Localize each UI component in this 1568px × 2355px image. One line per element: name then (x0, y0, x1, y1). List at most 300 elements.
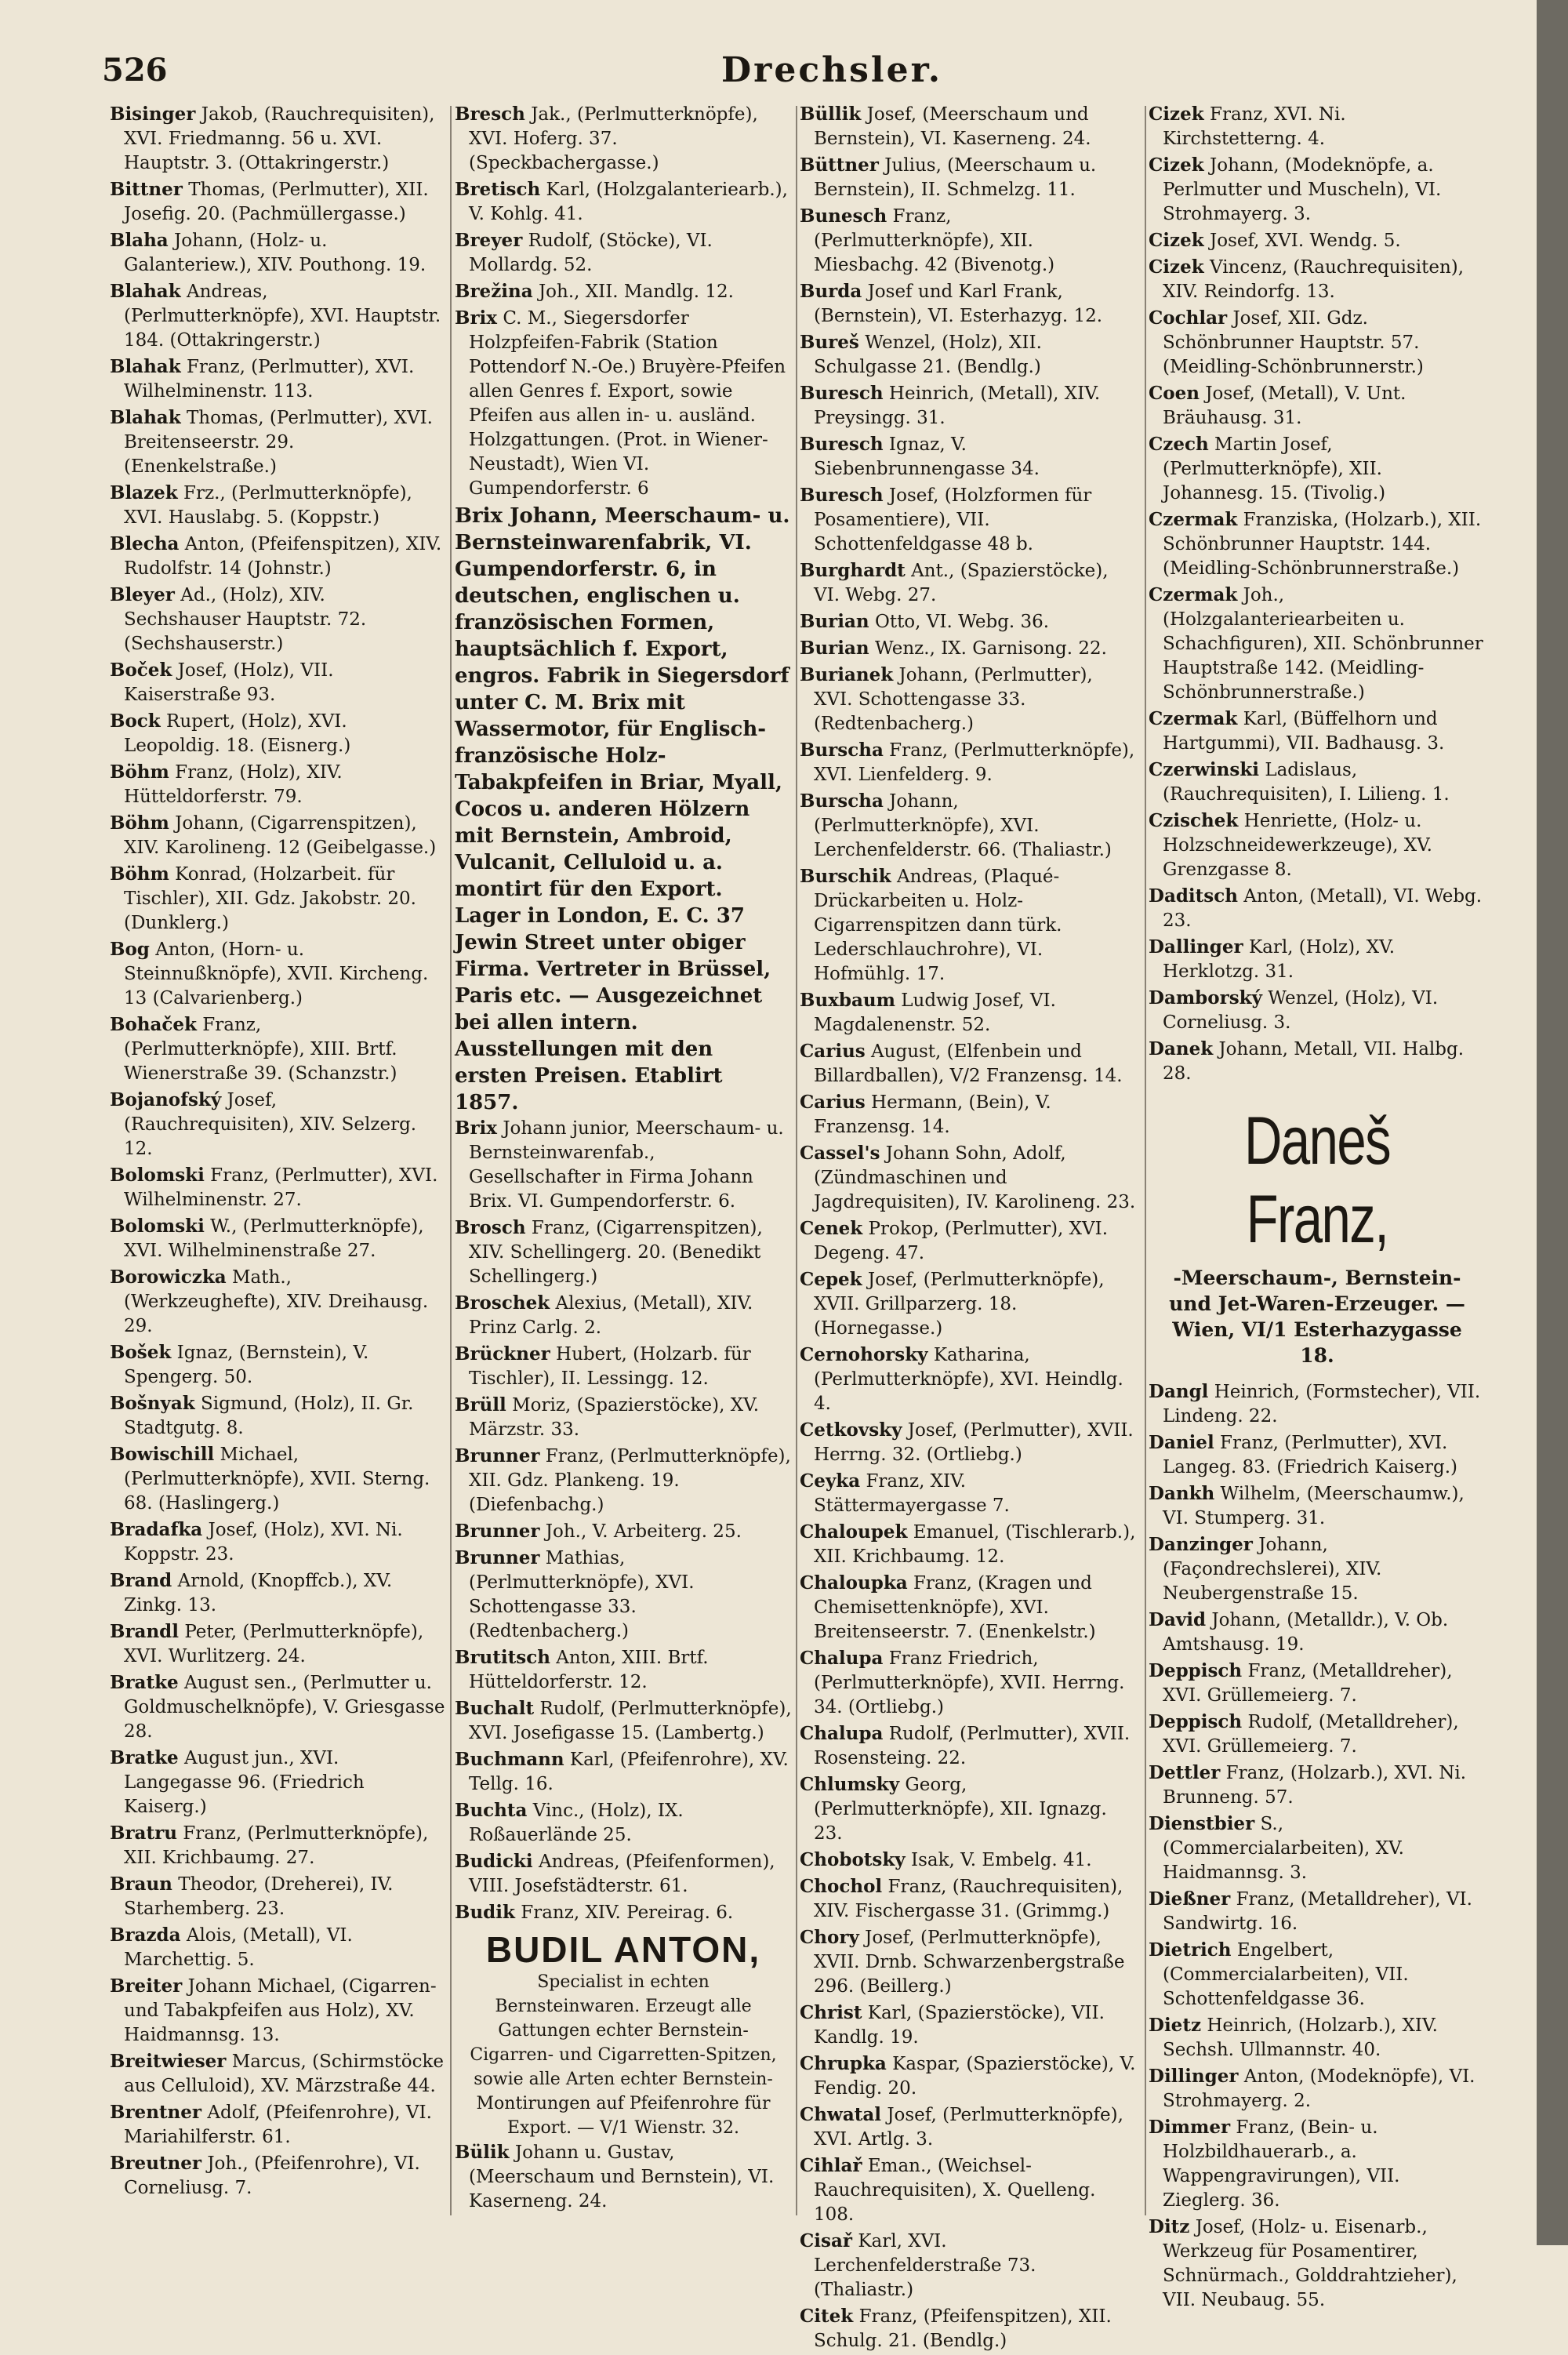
entry-details: Vinc., (Holz), IX. Roßauerlände 25. (469, 1801, 684, 1845)
entry-details: Anton, (Horn- u. Steinnußknöpfe), XVII. Kircheng. 13 (Calvarienberg.) (124, 939, 429, 1009)
directory-entry (110, 1517, 447, 1567)
directory-entry (1149, 1938, 1486, 2012)
entry-details: Frz., (Perlmutterknöpfe), XVI. Hauslabg. 5. (Koppstr.) (124, 483, 412, 528)
entry-name: Burscha (800, 740, 884, 761)
entry-details: Franz, (Metalldreher), XVI. Grüllemeierg. 7. (1163, 1661, 1453, 1706)
directory-entry (800, 636, 1137, 661)
entry-name: Brunner (455, 1445, 540, 1466)
directory-entry (110, 228, 447, 278)
directory-entry (455, 1798, 792, 1848)
directory-entry (110, 102, 447, 176)
entry-name: David (1149, 1609, 1207, 1630)
directory-entry (110, 405, 447, 479)
directory-entry (800, 330, 1137, 380)
directory-entry (110, 1821, 447, 1870)
directory-entry (1149, 2064, 1486, 2113)
entry-name: Burianek (800, 664, 894, 685)
entry-details: Hermann, (Bein), V. Franzensg. 14. (814, 1092, 1051, 1137)
entry-name: Cernohorsky (800, 1344, 928, 1365)
entry-details: Wenzel, (Holz), XII. Schulgasse 21. (Bendlg.) (814, 333, 1042, 377)
entry-name: Breiter (110, 1975, 183, 1997)
entry-name: Blahak (110, 281, 181, 302)
directory-entry (800, 204, 1137, 278)
entry-name: Bretisch (455, 179, 541, 200)
entry-details: Franz, (Perlmutter), XVI. Langeg. 83. (Friedrich Kaiserg.) (1163, 1433, 1458, 1477)
directory-entry (110, 1923, 447, 1972)
entry-name: Buresch (800, 485, 884, 506)
entry-name: Dettler (1149, 1762, 1221, 1783)
directory-entry (110, 937, 447, 1011)
entry-name: Czermak (1149, 584, 1238, 605)
entry-details: Andreas, (Plaqué-Drückarbeiten u. Holz-Cigarrenspitzen dann türk. Lederschlauchrohre), VI. Hofmühlg. 17. (814, 867, 1062, 984)
directory-entry (455, 1342, 792, 1391)
entry-name: Bolomski (110, 1216, 205, 1237)
entry-details: Joh., (Holzgalanteriearbeiten u. Schachfiguren), XII. Schönbrunner Hauptstraße 142. (Meidling-Schönbrunnerstraße.) (1163, 585, 1483, 703)
directory-entry (455, 1747, 792, 1797)
entry-name: Bureš (800, 332, 859, 353)
entry-details: Julius, (Meerschaum u. Bernstein), II. Schmelzg. 11. (814, 155, 1097, 200)
entry-name: Chobotsky (800, 1849, 906, 1870)
budil-ad-title: BUDIL ANTON, (485, 1929, 761, 1970)
directory-entry (455, 102, 792, 176)
entry-details: Eman., (Weichsel-Rauchrequisiten), X. Quelleng. 108. (814, 2156, 1096, 2225)
entry-name: Buxbaum (800, 990, 895, 1011)
entry-details: Henriette, (Holz- u. Holzschneidewerkzeuge), XV. Grenzgasse 8. (1163, 811, 1432, 880)
entry-name: Dangl (1149, 1381, 1209, 1402)
entry-details: Franz, (Kragen und Chemisettenknöpfe), XVI. Breitenseerstr. 7. (Enenkelstr.) (814, 1573, 1096, 1642)
directory-entry (110, 532, 447, 581)
directory-entry (110, 1265, 447, 1339)
entry-details: Rudolf, (Perlmutterknöpfe), XVI. Josefigasse 15. (Lambertg.) (469, 1699, 792, 1743)
entry-details: Johann, (Perlmutterknöpfe), XVI. Lerchenfelderstr. 66. (Thaliastr.) (814, 791, 1112, 860)
running-head: Drechsler. (721, 50, 943, 90)
directory-entry (455, 1291, 792, 1340)
directory-entry (110, 481, 447, 530)
directory-entry (455, 1116, 792, 1214)
entry-name: Czermak (1149, 708, 1238, 729)
entry-details: Josef, (Meerschaum und Bernstein), VI. Kaserneng. 24. (814, 104, 1091, 149)
entry-name: Dienstbier (1149, 1813, 1255, 1834)
danes-ad-title: Daneš Franz, (1243, 1103, 1391, 1257)
entry-name: Budik (455, 1902, 515, 1923)
entry-name: Dietz (1149, 2015, 1202, 2036)
directory-entry (800, 988, 1137, 1038)
entry-details: Johann, (Façondrechslerei), XIV. Neubergenstraße 15. (1163, 1535, 1382, 1604)
entry-name: Cassel's (800, 1143, 880, 1164)
entry-details: Ladislaus, (Rauchrequisiten), I. Lilieng. 1. (1163, 760, 1450, 805)
entry-details: Heinrich, (Holzarb.), XIV. Sechsh. Ullmannstr. 40. (1163, 2015, 1438, 2060)
directory-entry (1149, 1379, 1486, 1429)
directory-entry (1149, 809, 1486, 882)
directory-entry (110, 279, 447, 353)
entry-name: Chrupka (800, 2053, 887, 2074)
directory-entry (110, 1619, 447, 1669)
entry-name: Cizek (1149, 154, 1204, 176)
entry-name: Bowischill (110, 1444, 215, 1465)
entry-name: Buresch (800, 383, 884, 404)
entry-name: Ditz (1149, 2216, 1190, 2237)
entry-name: Bohaček (110, 1014, 197, 1035)
directory-entry (110, 1214, 447, 1263)
entry-name: Bunesch (800, 205, 887, 227)
entry-name: Bisinger (110, 104, 196, 125)
entry-name: Büllik (800, 104, 862, 125)
entry-name: Dimmer (1149, 2117, 1231, 2138)
directory-entry (110, 760, 447, 809)
directory-entry (800, 483, 1137, 557)
entry-name: Dietrich (1149, 1939, 1232, 1961)
entry-name: Cizek (1149, 256, 1204, 278)
entry-name: Cepek (800, 1269, 862, 1290)
entry-name: Citek (800, 2306, 854, 2327)
entry-details: Johann u. Gustav, (Meerschaum und Bernstein), VI. Kaserneng. 24. (469, 2142, 775, 2211)
entry-details: Franz, (Perlmutterknöpfe), XII. Miesbachg. 42 (Bivenotg.) (814, 206, 1055, 275)
entry-name: Chaloupek (800, 1521, 908, 1543)
entry-name: Blahak (110, 356, 181, 377)
entry-details: Ludwig Josef, VI. Magdalenenstr. 52. (814, 990, 1056, 1035)
directory-entry (110, 1872, 447, 1921)
directory-entry (800, 609, 1137, 634)
entry-details: Johann, (Holz- u. Galanteriew.), XIV. Pouthong. 19. (124, 231, 426, 275)
entry-details: Theodor, (Dreherei), IV. Starhemberg. 23. (124, 1874, 394, 1919)
directory-entry (800, 1646, 1137, 1720)
entry-details: Franz, (Perlmutterknöpfe), XVI. Lienfelderg. 9. (814, 740, 1135, 785)
entry-details: Franz, (Perlmutter), XVI. Wilhelminenstr. 113. (124, 357, 415, 402)
entry-name: Breyer (455, 230, 523, 251)
entry-details: Joh., XII. Mandlg. 12. (538, 282, 734, 302)
entry-details: Johann, (Metalldr.), V. Ob. Amtshausg. 19. (1163, 1610, 1449, 1655)
directory-entry (1149, 306, 1486, 380)
entry-name: Blazek (110, 482, 178, 503)
directory-entry (455, 1900, 792, 1925)
entry-name: Cizek (1149, 104, 1204, 125)
entry-name: Cisař (800, 2230, 853, 2251)
directory-entry (1149, 1812, 1486, 1885)
entry-name: Chlumsky (800, 1774, 900, 1795)
entry-name: Burscha (800, 790, 884, 812)
entry-name: Carius (800, 1041, 866, 1062)
entry-details: Georg, (Perlmutterknöpfe), XII. Ignazg. 23. (814, 1775, 1107, 1844)
entry-name: Breitwieser (110, 2051, 227, 2072)
directory-entry (1149, 884, 1486, 933)
directory-entry (455, 1216, 792, 1289)
entry-name: Böhm (110, 863, 169, 885)
directory-entry (800, 1520, 1137, 1569)
directory-entry (800, 663, 1137, 736)
directory-entry (800, 2229, 1137, 2302)
entry-name: Bolomski (110, 1165, 205, 1186)
entry-name: Braun (110, 1873, 172, 1895)
entry-name: Cihlař (800, 2155, 862, 2176)
entry-details: Sigmund, (Holz), II. Gr. Stadtgutg. 8. (124, 1394, 414, 1438)
directory-entry (800, 153, 1137, 202)
directory-entry (455, 1645, 792, 1695)
directory-entry (110, 2151, 447, 2201)
entry-name: Brutitsch (455, 1647, 550, 1668)
entry-name: Burian (800, 611, 869, 632)
entry-details: Jak., (Perlmutterknöpfe), XVI. Hoferg. 37. (Speckbachergasse.) (469, 104, 758, 173)
entry-details: Jakob, (Rauchrequisiten), XVI. Friedmanng. 56 u. XVI. Hauptstr. 3. (Ottakringerstr.) (124, 104, 435, 173)
entry-details: Katharina, (Perlmutterknöpfe), XVI. Heindlg. 4. (814, 1345, 1123, 1414)
directory-entry (800, 1848, 1137, 1873)
entry-details: Isak, V. Embelg. 41. (910, 1850, 1092, 1870)
page-edge (1537, 0, 1568, 2245)
entry-details: Johann Sohn, Adolf, (Zündmaschinen und Jagdrequisiten), IV. Karolineng. 23. (814, 1143, 1136, 1212)
directory-entry (110, 2049, 447, 2099)
entry-details: Joh., (Pfeifenrohre), VI. Corneliusg. 7. (124, 2153, 420, 2198)
directory-entry (1149, 228, 1486, 253)
directory-entry (800, 102, 1137, 151)
entry-details: Franz Friedrich, (Perlmutterknöpfe), XVII. Herrng. 34. (Ortliebg.) (814, 1648, 1125, 1717)
directory-entry (1149, 1430, 1486, 1480)
entry-details: Engelbert, (Commercialarbeiten), VII. Schottenfeldgasse 36. (1163, 1940, 1409, 2009)
entry-name: Czermak (1149, 509, 1238, 530)
entry-details: Anton, (Metall), VI. Webg. 23. (1163, 886, 1483, 931)
entry-details: Franziska, (Holzarb.), XII. Schönbrunner Hauptstr. 144. (Meidling-Schönbrunnerstraße.) (1163, 510, 1482, 579)
directory-entry (1149, 1887, 1486, 1936)
entry-name: Bock (110, 710, 161, 732)
entry-name: Boček (110, 660, 172, 681)
directory-entry (800, 2052, 1137, 2101)
directory-entry (1149, 707, 1486, 756)
entry-details: Josef, (Metall), V. Unt. Bräuhausg. 31. (1163, 383, 1406, 428)
entry-details: Joh., V. Arbeiterg. 25. (545, 1521, 742, 1542)
entry-details: Karl, (Büffelhorn und Hartgummi), VII. Badhausg. 3. (1163, 709, 1445, 754)
directory-entry (800, 558, 1137, 608)
entry-name: Bratke (110, 1672, 179, 1693)
directory-entry (110, 811, 447, 860)
directory-entry (455, 306, 792, 501)
directory-entry (110, 1670, 447, 1744)
entry-details: Math., (Werkzeughefte), XIV. Dreihausg. 29. (124, 1267, 429, 1336)
page-number: 526 (102, 52, 168, 89)
directory-entry (800, 432, 1137, 482)
entry-details: Rudolf, (Metalldreher), XVI. Grüllemeierg. 7. (1163, 1712, 1459, 1757)
entry-details: Josef, (Perlmutterknöpfe), XVII. Drnb. Schwarzenbergstraße 296. (Beillerg.) (814, 1928, 1125, 1997)
entry-name: Carius (800, 1092, 866, 1113)
entry-details: Konrad, (Holzarbeit. für Tischler), XII. Gdz. Jakobstr. 20. (Dunklerg.) (124, 864, 416, 933)
directory-entry (800, 279, 1137, 329)
entry-name: Buchalt (455, 1698, 535, 1719)
entry-name: Cenek (800, 1218, 863, 1239)
directory-entry (110, 583, 447, 656)
entry-name: Blahak (110, 407, 181, 428)
entry-name: Buchmann (455, 1749, 564, 1770)
entry-details: August jun., XVI. Langegasse 96. (Friedrich Kaiserg.) (124, 1748, 365, 1817)
directory-entry (800, 1874, 1137, 1924)
entry-details: Otto, VI. Webg. 36. (874, 612, 1050, 632)
entry-name: Blecha (110, 533, 180, 554)
entry-details: Josef, (Rauchrequisiten), XIV. Selzerg. 12. (124, 1090, 417, 1159)
directory-entry (455, 279, 792, 304)
entry-details: Rudolf, (Perlmutter), XVII. Rosensteing. 22. (814, 1724, 1131, 1768)
entry-details: Heinrich, (Formstecher), VII. Lindeng. 22. (1163, 1382, 1481, 1426)
entry-details: Johann, Metall, VII. Halbg. 28. (1163, 1039, 1465, 1084)
entry-name: Brazda (110, 1924, 181, 1946)
entry-details: Thomas, (Perlmutter), XVI. Breitenseerstr. 29. (Enenkelstraße.) (124, 408, 433, 477)
directory-entry (800, 2304, 1137, 2353)
entry-details: August, (Elfenbein und Billardballen), V/2 Franzensg. 14. (814, 1041, 1123, 1086)
directory-entry (800, 2001, 1137, 2050)
entry-details: Josef, XVI. Wendg. 5. (1210, 231, 1401, 251)
entry-name: Bog (110, 939, 150, 960)
entry-details: Josef, (Holz- u. Eisenarb., Werkzeug für Posamentirer, Schnürmach., Golddrahtzieher), VII. Neubaug. 55. (1163, 2217, 1457, 2310)
entry-name: Bratru (110, 1823, 177, 1844)
entry-name: Budicki (455, 1851, 533, 1872)
directory-entry (110, 658, 447, 707)
entry-details: Karl, XVI. Lerchenfelderstraße 73. (Thaliastr.) (814, 2231, 1036, 2300)
entry-name: Bülik (455, 2142, 510, 2163)
directory-entry (1149, 2115, 1486, 2213)
entry-name: Deppisch (1149, 1711, 1243, 1732)
entry-name: Burian (800, 638, 869, 659)
entry-name: Bittner (110, 179, 183, 200)
entry-name: Ceyka (800, 1470, 861, 1492)
directory-entry (110, 2100, 447, 2150)
entry-name: Dillinger (1149, 2066, 1239, 2087)
directory-entry (110, 354, 447, 404)
directory-entry (800, 2153, 1137, 2227)
entry-name: Danzinger (1149, 1534, 1253, 1555)
entry-details: S., (Commercialarbeiten), XV. Haidmannsg. 3. (1163, 1814, 1404, 1883)
entry-details: Karl, (Spazierstöcke), VII. Kandlg. 19. (814, 2003, 1105, 2048)
entry-details: Johann, (Modeknöpfe, a. Perlmutter und Muscheln), VI. Strohmayerg. 3. (1163, 155, 1442, 224)
entry-details: Wilhelm, (Meerschaumw.), VI. Stumperg. 31. (1163, 1484, 1465, 1528)
directory-entry (800, 1469, 1137, 1518)
entry-details: Franz, (Metalldreher), VI. Sandwirtg. 16. (1163, 1889, 1472, 1934)
directory-entry (1149, 2215, 1486, 2313)
entry-details: Marcus, (Schirmstöcke aus Celluloid), XV. Märzstraße 44. (124, 2052, 445, 2096)
entry-name: Chaloupka (800, 1572, 908, 1594)
brix-advertisement: Brix Johann, Meerschaum- u. Bernsteinwarenfabrik, VI. Gumpendorferstr. 6, in deutschen, englischen u. französischen Formen, hauptsächlich f. Export, engros. Fabrik in Siegersdorf unter C. M. Brix mit Wassermotor, für Englisch-französische Holz-Tabakpfeifen in Briar, Myall, Cocos u. anderen Hölzern mit Bernstein, Ambroid, Vulcanit, Celluloid u. a. montirt für den Export. Lager in London, E. C. 37 Jewin Street unter obiger Firma. Vertreter in Brüssel, Paris etc. — Ausgezeichnet bei allen intern. Ausstellungen mit den ersten Preisen. Etablirt 1857. (455, 504, 790, 1114)
danes-ad-text: -Meerschaum-, Bernstein- und Jet-Waren-Erzeuger. — Wien, VI/1 Esterhazygasse 18. (1169, 1267, 1465, 1367)
entry-name: Bleyer (110, 584, 175, 605)
budil-ad-text: Specialist in echten Bernsteinwaren. Erzeugt alle Gattungen echter Bernstein-Cigarren- und Cigarretten-Spitzen, sowie alle Arten echter Bernstein-Montirungen auf Pfeifenrohre für Export. — V/1 Wienstr. 32. (470, 1972, 777, 2138)
entry-details: Ad., (Holz), XIV. Sechshauser Hauptstr. 72. (Sechshauserstr.) (124, 585, 367, 654)
page-header (102, 47, 1529, 102)
directory-entry (800, 1090, 1137, 1139)
entry-details: Franz, XIV. Stättermayergasse 7. (814, 1471, 1010, 1516)
entry-details: Peter, (Perlmutterknöpfe), XVI. Wurlitzerg. 24. (124, 1622, 424, 1666)
entry-details: Josef, (Holz), VII. Kaiserstraße 93. (124, 660, 334, 705)
entry-details: Josef, (Perlmutter), XVII. Herrng. 32. (Ortliebg.) (814, 1420, 1134, 1465)
entry-name: Chochol (800, 1876, 883, 1897)
entry-name: Bošek (110, 1342, 172, 1363)
directory-entry (800, 2102, 1137, 2152)
directory-entry (800, 1772, 1137, 1846)
entry-details: August sen., (Perlmutter u. Goldmuschelknöpfe), V. Griesgasse 28. (124, 1673, 445, 1742)
entry-name: Brunner (455, 1521, 540, 1542)
entry-name: Dießner (1149, 1888, 1231, 1910)
directory-entry (455, 1546, 792, 1644)
directory-entry (1149, 935, 1486, 984)
entry-details: Franz, (Holzarb.), XVI. Ni. Brunneng. 57. (1163, 1763, 1467, 1808)
entry-name: Deppisch (1149, 1660, 1243, 1681)
entry-name: Brüll (455, 1394, 506, 1416)
entry-name: Bradafka (110, 1519, 203, 1540)
entry-details: Franz, XVI. Ni. Kirchstetterng. 4. (1163, 104, 1346, 149)
entry-name: Brix (455, 307, 498, 329)
directory-entry (800, 864, 1137, 987)
entry-name: Brand (110, 1570, 172, 1591)
entry-details: Josef, (Holzformen für Posamentiere), VII. Schottenfeldgasse 48 b. (814, 485, 1092, 554)
entry-details: Heinrich, (Metall), XIV. Preysingg. 31. (814, 383, 1101, 428)
directory-entry (110, 1012, 447, 1086)
directory-entry (800, 1418, 1137, 1467)
directory-entry (1149, 507, 1486, 581)
entry-details: Thomas, (Perlmutter), XII. Josefig. 20. (Pachmüllergasse.) (124, 180, 429, 224)
directory-entry (110, 1391, 447, 1441)
entry-name: Bojanofský (110, 1089, 222, 1110)
column-4 (1149, 102, 1486, 2314)
entry-details: C. M., Siegersdorfer Holzpfeifen-Fabrik (Station Pottendorf N.-Oe.) Bruyère-Pfeifen allen Genres f. Export, sowie Pfeifen aus allen in- u. ausländ. Holzgattungen. (Prot. in Wiener-Neustadt), Wien VI. Gumpendorferstr. 6 (469, 308, 786, 499)
entry-details: Josef, XII. Gdz. Schönbrunner Hauptstr. 57. (Meidling-Schönbrunnerstr.) (1163, 308, 1424, 377)
column-3 (800, 102, 1137, 2355)
entry-details: Johann, (Cigarrenspitzen), XIV. Karolineng. 12 (Geibelgasse.) (124, 813, 437, 858)
entry-details: Karl, (Holz), XV. Herklotzg. 31. (1163, 937, 1396, 982)
entry-details: Karl, (Holzgalanteriearb.), V. Kohlg. 41. (469, 180, 788, 224)
entry-details: Josef, (Holz), XVI. Ni. Koppstr. 23. (124, 1520, 403, 1565)
entry-name: Brežina (455, 281, 533, 302)
entry-details: Alois, (Metall), VI. Marchettig. 5. (124, 1925, 353, 1970)
entry-name: Bošnyak (110, 1393, 195, 1414)
entry-name: Dallinger (1149, 936, 1243, 958)
entry-details: Moriz, (Spazierstöcke), XV. Märzstr. 33. (469, 1395, 760, 1440)
entry-details: Franz, (Perlmutterknöpfe), XII. Gdz. Plankeng. 19. (Diefenbachg.) (469, 1446, 791, 1515)
entry-name: Danek (1149, 1038, 1214, 1059)
entry-details: Karl, (Pfeifenrohre), XV. Tellg. 16. (469, 1750, 789, 1794)
entry-name: Chalupa (800, 1648, 884, 1669)
directory-entry (455, 228, 792, 278)
directory-entry (110, 1340, 447, 1390)
entry-name: Burschik (800, 866, 891, 887)
entry-details: Ant., (Spazierstöcke), VI. Webg. 27. (814, 561, 1109, 605)
entry-name: Czerwinski (1149, 759, 1259, 780)
entry-name: Burda (800, 281, 862, 302)
entry-name: Buresch (800, 434, 884, 455)
entry-details: Franz, (Perlmutterknöpfe), XII. Krichbaumg. 27. (124, 1823, 429, 1868)
entry-name: Damborský (1149, 987, 1262, 1009)
entry-details: Franz, (Perlmutter), XVI. Wilhelminenstr. 27. (124, 1165, 438, 1210)
directory-entry (800, 1216, 1137, 1266)
directory-entry (455, 1519, 792, 1544)
entry-name: Daniel (1149, 1432, 1214, 1453)
directory-entry (455, 1849, 792, 1899)
entry-details: Martin Josef, (Perlmutterknöpfe), XII. Johannesg. 15. (Tivolig.) (1163, 434, 1386, 503)
entry-details: Wenz., IX. Garnisong. 22. (874, 638, 1107, 659)
entry-name: Cochlar (1149, 307, 1228, 329)
entry-details: W., (Perlmutterknöpfe), XVI. Wilhelminenstraße 27. (124, 1216, 424, 1261)
directory-entry (800, 1925, 1137, 1999)
entry-details: Franz, (Perlmutterknöpfe), XIII. Brtf. Wienerstraße 39. (Schanzstr.) (124, 1015, 397, 1084)
entry-details: Anton, (Pfeifenspitzen), XIV. Rudolfstr. 14 (Johnstr.) (124, 534, 442, 579)
entry-details: Emanuel, (Tischlerarb.), XII. Krichbaumg. 12. (814, 1522, 1136, 1567)
directory-entry (110, 709, 447, 758)
directory-entry (1149, 1037, 1486, 1086)
entry-name: Böhm (110, 761, 169, 783)
entry-name: Brosch (455, 1217, 526, 1238)
entry-details: Johann Michael, (Cigarren- und Tabakpfeifen aus Holz), XV. Haidmannsg. 13. (124, 1976, 437, 2045)
directory-entry (1149, 381, 1486, 431)
entry-details: Ignaz, (Bernstein), V. Spengerg. 50. (124, 1343, 369, 1387)
directory-entry (1149, 255, 1486, 304)
entry-name: Czech (1149, 434, 1209, 455)
entry-name: Cetkovsky (800, 1419, 902, 1441)
entry-details: Michael, (Perlmutterknöpfe), XVII. Sterng. 68. (Haslingerg.) (124, 1445, 430, 1514)
directory-entry (800, 738, 1137, 787)
entry-details: Wenzel, (Holz), VI. Corneliusg. 3. (1163, 988, 1439, 1033)
entry-details: Mathias, (Perlmutterknöpfe), XVI. Schottengasse 33. (Redtenbacherg.) (469, 1548, 695, 1641)
